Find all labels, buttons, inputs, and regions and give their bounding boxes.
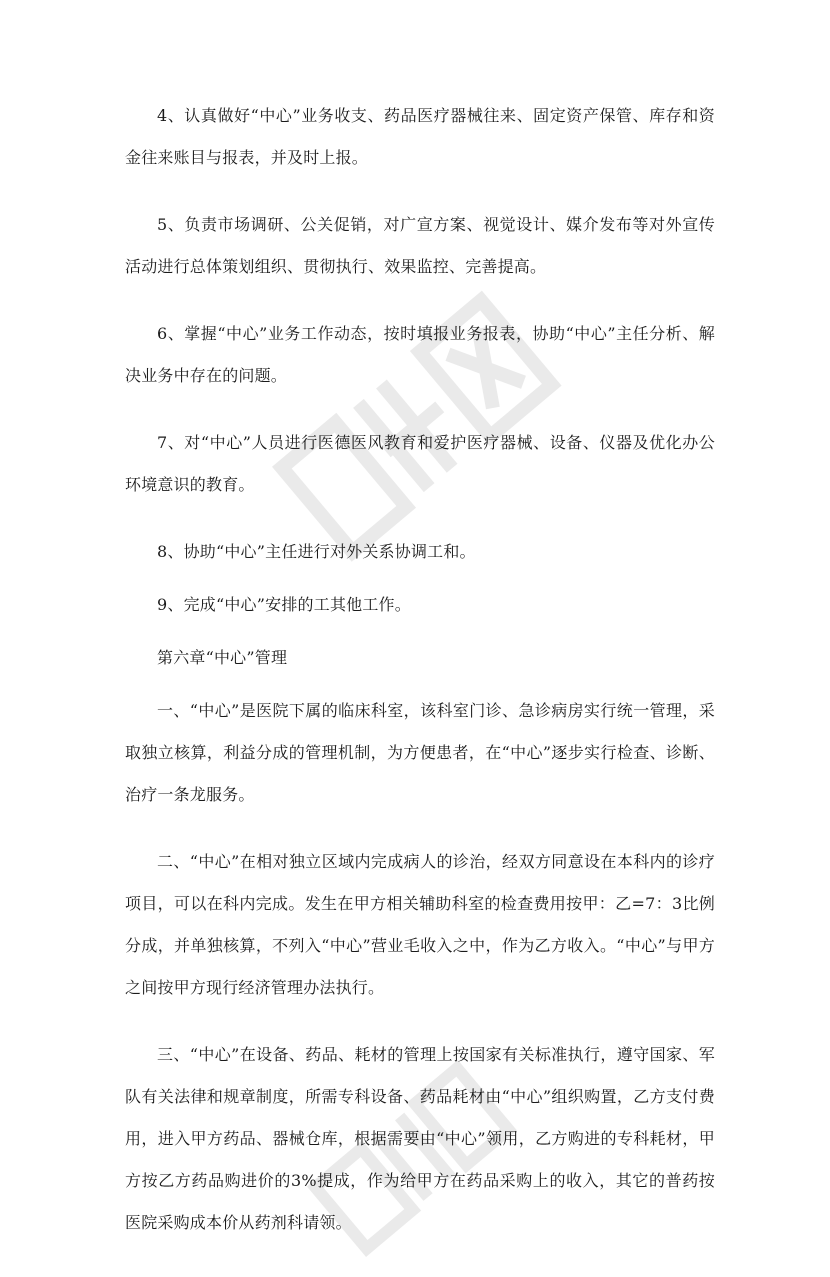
document-body: [125, 95, 715, 1269]
paragraph-item-4: 4、认真做好“中心”业务收支、药品医疗器械往来、固定资产保管、库存和资金往来账目与报表，并及时上报。: [125, 106, 715, 167]
paragraph-item-9: 9、完成“中心”安排的工其他工作。: [157, 595, 411, 614]
management-item-3: 三、“中心”在设备、药品、耗材的管理上按国家有关标准执行，遵守国家、军队有关法律和规章制度，所需专科设备、药品耗材由“中心”组织购置，乙方支付费用，进入甲方药品、器械仓库，根据需要由“中心”领用，乙方购进的专科耗材，甲方按乙方药品购进价的3%提成，作为给甲方在药品采购上的收入，其它的普药按医院采购成本价从药剂科请领。: [125, 1045, 715, 1232]
paragraph-item-6: 6、掌握“中心”业务工作动态，按时填报业务报表，协助“中心”主任分析、解决业务中存在的问题。: [125, 324, 715, 385]
paragraph-item-8: 8、协助“中心”主任进行对外关系协调工和。: [157, 542, 476, 561]
paragraph-item-7: 7、对“中心”人员进行医德医风教育和爱护医疗器械、设备、仪器及优化办公环境意识的教育。: [125, 433, 715, 494]
management-item-2: 二、“中心”在相对独立区域内完成病人的诊治，经双方同意设在本科内的诊疗项目，可以在科内完成。发生在甲方相关辅助科室的检查费用按甲：乙=7：3比例分成，并单独核算，不列入“中心”营业毛收入之中，作为乙方收入。“中心”与甲方之间按甲方现行经济管理办法执行。: [125, 852, 715, 997]
chapter-heading: 第六章“中心”管理: [157, 648, 288, 667]
management-item-1: 一、“中心”是医院下属的临床科室，该科室门诊、急诊病房实行统一管理，采取独立核算，利益分成的管理机制，为方便患者，在“中心”逐步实行检查、诊断、治疗一条龙服务。: [125, 701, 715, 804]
paragraph-item-5: 5、负责市场调研、公关促销，对广宣方案、视觉设计、媒介发布等对外宣传活动进行总体策划组织、贯彻执行、效果监控、完善提高。: [125, 215, 715, 276]
